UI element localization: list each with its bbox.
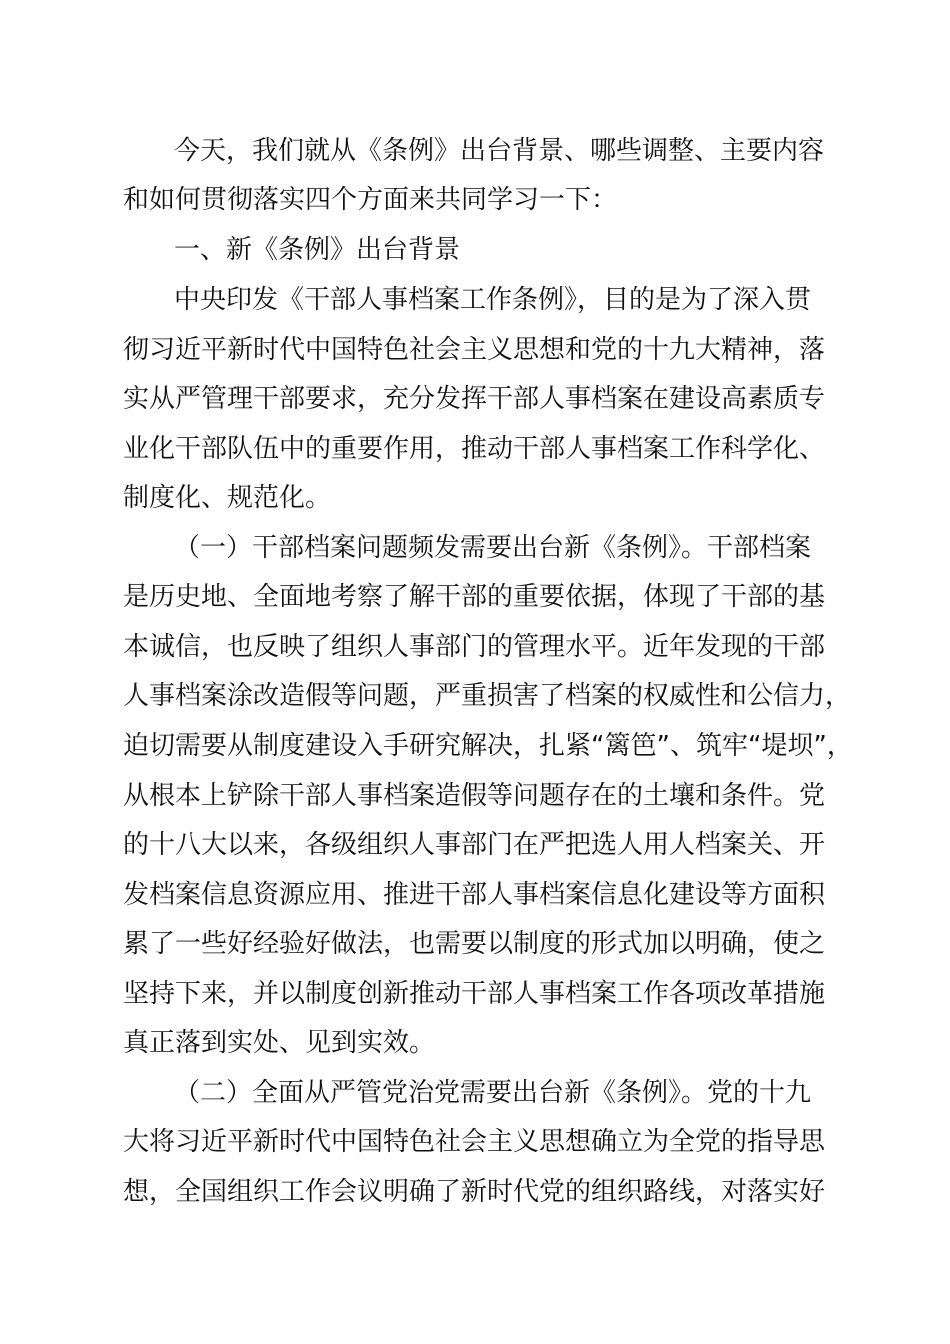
text-line: 和如何贯彻落实四个方面来共同学习一下： bbox=[123, 185, 618, 215]
text-line: 发档案信息资源应用、推进干部人事档案信息化建设等方面积 bbox=[123, 880, 826, 910]
text-line: 坚持下来，并以制度创新推动干部人事档案工作各项改革措施 bbox=[123, 979, 826, 1009]
text-line: 从根本上铲除干部人事档案造假等问题存在的土壤和条件。党 bbox=[123, 781, 826, 811]
text-line: 迫切需要从制度建设入手研究解决，扎紧“篱笆”、筑牢“堤坝”， bbox=[123, 731, 853, 761]
text-line: 本诚信，也反映了组织人事部门的管理水平。近年发现的干部 bbox=[123, 632, 826, 662]
text-line: 中央印发《干部人事档案工作条例》，目的是为了深入贯 bbox=[174, 285, 812, 315]
text-line: 今天，我们就从《条例》出台背景、哪些调整、主要内容 bbox=[174, 136, 825, 166]
text-line: 的十八大以来，各级组织人事部门在严把选人用人档案关、开 bbox=[123, 830, 826, 860]
text-line: 制度化、规范化。 bbox=[123, 483, 332, 513]
text-line: 真正落到实处、见到实效。 bbox=[123, 1028, 436, 1058]
subsection-line: （二）全面从严管党治党需要出台新《条例》。党的十九 bbox=[174, 1078, 812, 1108]
text-line: 实从严管理干部要求，充分发挥干部人事档案在建设高素质专 bbox=[123, 384, 826, 414]
text-line: 人事档案涂改造假等问题，严重损害了档案的权威性和公信力， bbox=[123, 681, 852, 711]
text-line: 彻习近平新时代中国特色社会主义思想和党的十九大精神，落 bbox=[123, 335, 826, 365]
text-line: 想，全国组织工作会议明确了新时代党的组织路线，对落实好 bbox=[123, 1177, 826, 1207]
text-line: 累了一些好经验好做法，也需要以制度的形式加以明确，使之 bbox=[123, 929, 826, 959]
text-line: 大将习近平新时代中国特色社会主义思想确立为全党的指导思 bbox=[123, 1127, 826, 1157]
text-line: 业化干部队伍中的重要作用，推动干部人事档案工作科学化、 bbox=[123, 434, 826, 464]
section-heading: 一、新《条例》出台背景 bbox=[174, 235, 461, 265]
subsection-line: （一）干部档案问题频发需要出台新《条例》。干部档案 bbox=[174, 533, 812, 563]
text-line: 是历史地、全面地考察了解干部的重要依据，体现了干部的基 bbox=[123, 582, 826, 612]
